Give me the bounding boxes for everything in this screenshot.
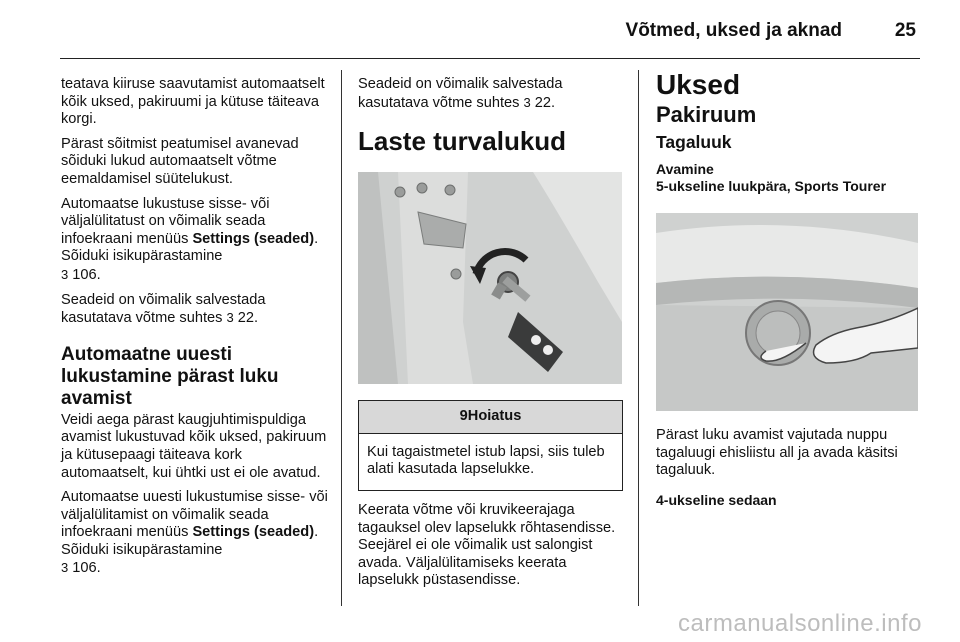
variant-heading: 4-ukseline sedaan [656,491,777,508]
watermark: carmanualsonline.info [678,610,922,637]
page-reference[interactable]: 22. [534,94,556,111]
paragraph: Pärast luku avamist vajutada nuppu tagaluugi ehisliistu all ja avada käsitsi tagaluuk. [656,427,898,479]
section-heading: Automaatne uuesti lukustamine pärast luku avamist [61,343,279,409]
page-header-title: Võtmed, uksed ja aknad [625,20,842,41]
column-2 [358,76,623,597]
menu-name: Settings (seaded) [192,230,315,247]
section-heading: Laste turvalukud [358,126,567,157]
paragraph [61,196,333,285]
paragraph: teatava kiiruse saavutamist automaatselt kõik uksed, pakiruumi ja kütuse täiteava korgi. [61,76,325,128]
warning-text: Kui tagaistmetel istub lapsi, siis tuleb alati kasutada lapselukke. [367,443,605,478]
text: Seadeid on võimalik salvestada kasutatava võtme suhtes [61,291,266,327]
page-reference[interactable]: 106. [72,560,101,577]
text: . Sõiduki isikupärastamine [61,524,319,558]
variant-heading: 5-ukseline luukpära, Sports Tourer [656,178,887,195]
topic-heading: Avamine [656,161,714,178]
reference-arrow-icon: 3 [523,94,531,110]
column-divider-1 [341,70,342,606]
paragraph: Keerata võtme või kruvikeerajaga tagauksel olev lapselukk rõhtasendisse. Seejärel ei ole võimalik ust salongist avada. Väljalülitamiseks keerata lapselukk püstasendisse. [358,501,616,589]
header-rule [60,58,920,59]
subsection-heading: Tagaluuk [656,131,732,152]
warning-triangle-icon: 9 [459,408,468,425]
text: . Sõiduki isikupärastamine [61,230,319,265]
paragraph [358,76,623,112]
column-1 [61,76,333,585]
text: Automaatse uuesti lukustumise sisse- või väljalülitamist on võimalik seada infoekraani menüüs [61,489,328,541]
warning-box [358,400,623,491]
door-child-lock-drawing [358,172,622,384]
paragraph: Pärast sõitmist peatumisel avanevad sõiduki lukud automaatselt võtme eemaldamisel süütelukust. [61,135,299,187]
reference-arrow-icon: 3 [61,266,69,282]
tailgate-illustration [656,213,918,411]
reference-arrow-icon: 3 [226,310,234,326]
paragraph: Veidi aega pärast kaugjuhtimispuldiga avamist lukustuvad kõik uksed, pakiruum ja kütusepaagi täiteava kork automaatselt, kui ühtki ust ei ole avatud. [61,411,327,481]
warning-title: Hoiatus [467,408,522,425]
paragraph [61,489,333,578]
reference-arrow-icon: 3 [61,560,69,576]
column-3 [656,70,920,509]
paragraph [61,292,333,328]
text: Seadeid on võimalik salvestada kasutatava võtme suhtes [358,76,563,111]
section-heading: Pakiruum [656,101,757,127]
chapter-heading: Uksed [656,69,741,100]
tailgate-handle-drawing [656,213,918,411]
child-lock-illustration [358,172,622,384]
warning-header [359,401,622,434]
page-reference[interactable]: 106. [72,266,101,283]
page-number: 25 [894,20,916,41]
page-reference[interactable]: 22. [237,310,259,327]
text: Automaatse lukustuse sisse- või väljalülitatust on võimalik seada infoekraani menüüs [61,195,270,247]
menu-name: Settings (seaded) [192,524,315,541]
column-divider-2 [638,70,639,606]
